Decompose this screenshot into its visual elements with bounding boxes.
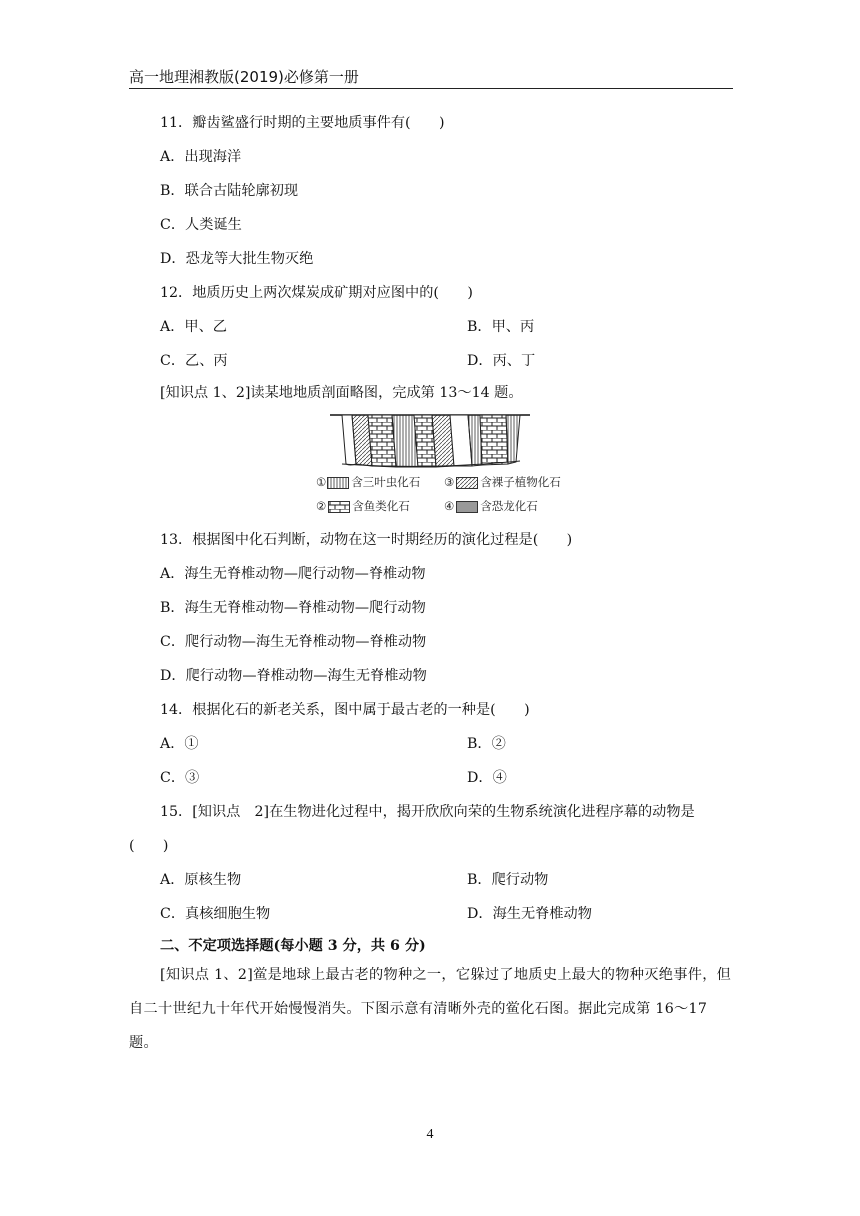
intro-13-14: [知识点 1、2]读某地地质剖面略图，完成第 13～14 题。	[160, 385, 523, 401]
q13-option-d: D．爬行动物—脊椎动物—海生无脊椎动物	[160, 668, 427, 684]
legend-1-number: ①	[316, 475, 327, 489]
legend-4-number: ④	[444, 499, 455, 513]
q11-stem: 11．瓣齿鲨盛行时期的主要地质事件有( )	[160, 115, 445, 131]
brick-swatch-icon	[328, 501, 350, 513]
legend-3-number: ③	[444, 475, 455, 489]
q14-option-b: B．②	[467, 736, 506, 752]
q13-stem: 13．根据图中化石判断，动物在这一时期经历的演化过程是( )	[160, 532, 573, 548]
legend-item-2	[316, 498, 410, 514]
q15-answer-paren: ( )	[129, 838, 169, 854]
q13-option-c: C．爬行动物—海生无脊椎动物—脊椎动物	[160, 634, 427, 650]
layer-brick-c	[480, 415, 508, 465]
gray-fill-swatch-icon	[456, 501, 478, 513]
layer-brick-a	[368, 415, 396, 467]
q15-option-a: A．原核生物	[160, 872, 242, 888]
q13-option-a: A．海生无脊椎动物—爬行动物—脊椎动物	[160, 566, 426, 582]
q12-stem: 12．地质历史上两次煤炭成矿期对应图中的( )	[160, 285, 473, 301]
q11-option-b: B．联合古陆轮廓初现	[160, 183, 299, 199]
q11-option-c: C．人类诞生	[160, 217, 242, 233]
q13-option-b: B．海生无脊椎动物—脊椎动物—爬行动物	[160, 600, 426, 616]
q15-option-d: D．海生无脊椎动物	[467, 906, 592, 922]
q14-option-d: D．④	[467, 770, 507, 786]
q14-option-c: C．③	[160, 770, 200, 786]
section-2-heading: 二、不定项选择题(每小题 3 分，共 6 分)	[160, 938, 426, 954]
q14-option-a: A．①	[160, 736, 199, 752]
geologic-cross-section-figure	[330, 414, 530, 474]
q11-option-d: D．恐龙等大批生物灭绝	[160, 251, 314, 267]
q15-option-b: B．爬行动物	[467, 872, 549, 888]
legend-item-1	[316, 474, 420, 490]
q15-stem: 15．[知识点 2]在生物进化过程中，揭开欣欣向荣的生物系统演化进程序幕的动物是	[160, 804, 695, 820]
q15-option-c: C．真核细胞生物	[160, 906, 271, 922]
vertical-lines-swatch-icon	[327, 477, 349, 489]
legend-3-label: 含裸子植物化石	[480, 475, 561, 489]
legend-2-number: ②	[316, 499, 327, 513]
q12-option-c: C．乙、丙	[160, 353, 228, 369]
running-header: 高一地理湘教版(2019)必修第一册	[129, 68, 359, 86]
q14-stem: 14．根据化石的新老关系，图中属于最古老的一种是( )	[160, 702, 530, 718]
diagonal-lines-swatch-icon	[456, 477, 478, 489]
intro-16-17-text: [知识点 1、2]鲎是地球上最古老的物种之一，它躲过了地质史上最大的物种灭绝事件，但自二十世纪九十年代开始慢慢消失。下图示意有清晰外壳的鲎化石图。据此完成第 16～17 题。	[129, 967, 732, 1051]
page-number: 4	[426, 1127, 434, 1142]
header-rule	[129, 88, 733, 89]
q12-option-b: B．甲、丙	[467, 319, 535, 335]
legend-item-3	[444, 474, 561, 490]
q12-option-d: D．丙、丁	[467, 353, 536, 369]
intro-16-17	[129, 958, 733, 1060]
legend-1-label: 含三叶虫化石	[351, 475, 421, 489]
q12-option-a: A．甲、乙	[160, 319, 227, 335]
legend-4-label: 含恐龙化石	[480, 499, 538, 513]
legend-2-label: 含鱼类化石	[352, 499, 410, 513]
legend-item-4	[444, 498, 538, 514]
q11-option-a: A．出现海洋	[160, 149, 242, 165]
